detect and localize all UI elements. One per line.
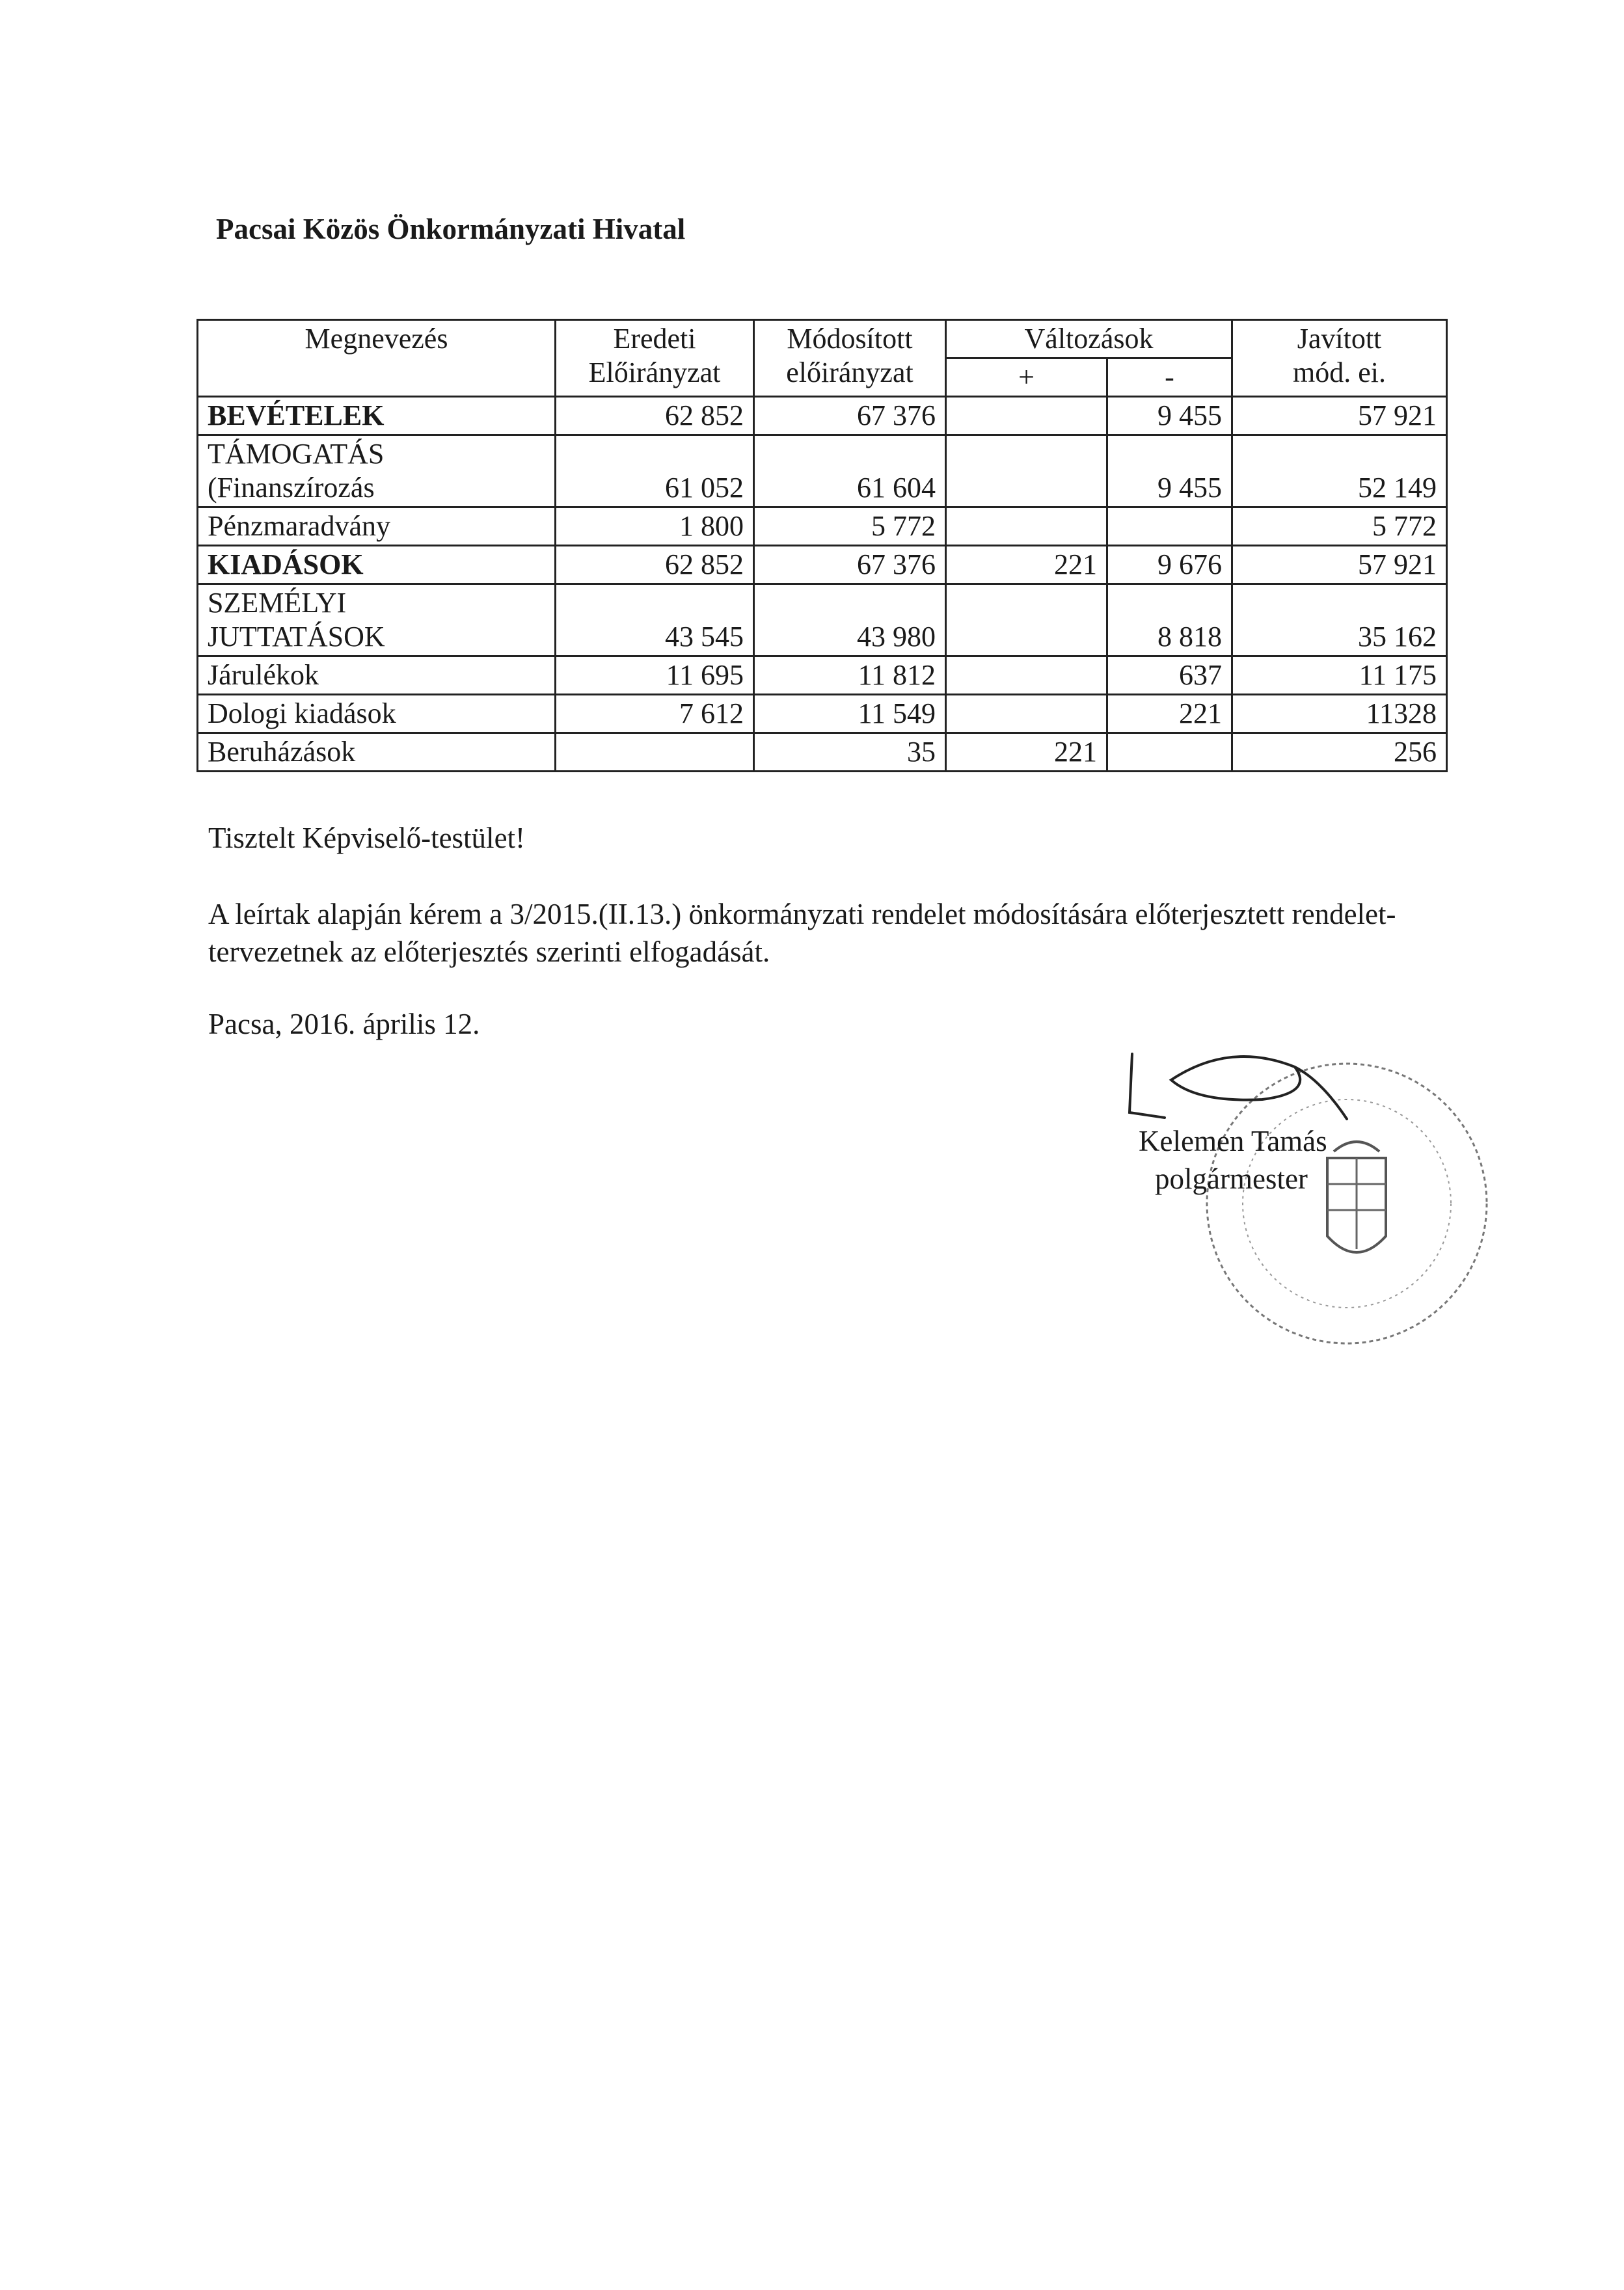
row-label: KIADÁSOK xyxy=(198,546,556,584)
letter-greeting: Tisztelt Képviselő-testület! xyxy=(208,822,526,854)
cell-corrected: 57 921 xyxy=(1232,397,1447,435)
cell-original: 11 695 xyxy=(556,656,754,695)
cell-corrected: 57 921 xyxy=(1232,546,1447,584)
cell-modified: 67 376 xyxy=(754,397,946,435)
header-plus: + xyxy=(946,358,1107,397)
cell-modified: 35 xyxy=(754,733,946,772)
table-row xyxy=(198,695,1447,733)
header-changes: Változások xyxy=(946,320,1232,358)
cell-plus xyxy=(946,507,1107,546)
cell-corrected: 11 175 xyxy=(1232,656,1447,695)
table-row xyxy=(198,507,1447,546)
cell-minus: 637 xyxy=(1107,656,1232,695)
place-date: Pacsa, 2016. április 12. xyxy=(208,1008,480,1040)
cell-plus xyxy=(946,435,1107,507)
cell-plus xyxy=(946,656,1107,695)
row-label: Dologi kiadások xyxy=(198,695,556,733)
cell-modified: 61 604 xyxy=(754,435,946,507)
table-row xyxy=(198,733,1447,772)
cell-minus: 9 676 xyxy=(1107,546,1232,584)
header-original: Eredeti Előirányzat xyxy=(556,320,754,397)
cell-original xyxy=(556,733,754,772)
cell-plus xyxy=(946,695,1107,733)
cell-plus: 221 xyxy=(946,546,1107,584)
budget-table xyxy=(196,319,1448,772)
table-header-row xyxy=(198,320,1447,358)
cell-original: 62 852 xyxy=(556,546,754,584)
cell-plus: 221 xyxy=(946,733,1107,772)
row-label: Beruházások xyxy=(198,733,556,772)
table-body xyxy=(198,397,1447,772)
cell-modified: 11 812 xyxy=(754,656,946,695)
header-minus: - xyxy=(1107,358,1232,397)
row-label: TÁMOGATÁS (Finanszírozás xyxy=(198,435,556,507)
letter-body: A leírtak alapján kérem a 3/2015.(II.13.) önkormányzati rendelet módosítására előterjesztett rendelet-tervezetnek az előterjesztés szerinti elfogadását. xyxy=(208,898,1396,968)
table-row xyxy=(198,435,1447,507)
table-row xyxy=(198,397,1447,435)
cell-corrected: 256 xyxy=(1232,733,1447,772)
row-label: SZEMÉLYI JUTTATÁSOK xyxy=(198,584,556,656)
handwritten-signature xyxy=(1100,1041,1386,1132)
cell-corrected: 52 149 xyxy=(1232,435,1447,507)
cell-minus: 221 xyxy=(1107,695,1232,733)
table-row xyxy=(198,584,1447,656)
header-name: Megnevezés xyxy=(198,320,556,397)
cell-modified: 5 772 xyxy=(754,507,946,546)
row-label: BEVÉTELEK xyxy=(198,397,556,435)
cell-modified: 11 549 xyxy=(754,695,946,733)
cell-corrected: 11328 xyxy=(1232,695,1447,733)
cell-corrected: 5 772 xyxy=(1232,507,1447,546)
cell-original: 7 612 xyxy=(556,695,754,733)
signature-block xyxy=(1100,1041,1529,1353)
cell-corrected: 35 162 xyxy=(1232,584,1447,656)
header-corrected: Javított mód. ei. xyxy=(1232,320,1447,397)
row-label: Pénzmaradvány xyxy=(198,507,556,546)
cell-minus: 9 455 xyxy=(1107,397,1232,435)
cell-plus xyxy=(946,397,1107,435)
cell-original: 62 852 xyxy=(556,397,754,435)
cell-minus: 9 455 xyxy=(1107,435,1232,507)
cell-minus: 8 818 xyxy=(1107,584,1232,656)
row-label: Járulékok xyxy=(198,656,556,695)
cell-modified: 43 980 xyxy=(754,584,946,656)
cell-minus xyxy=(1107,733,1232,772)
signer-name: Kelemen Tamás xyxy=(1139,1125,1327,1157)
cell-plus xyxy=(946,584,1107,656)
cell-original: 1 800 xyxy=(556,507,754,546)
cell-minus xyxy=(1107,507,1232,546)
table-row xyxy=(198,546,1447,584)
header-modified: Módosított előirányzat xyxy=(754,320,946,397)
table-row xyxy=(198,656,1447,695)
cell-original: 43 545 xyxy=(556,584,754,656)
signer-title: polgármester xyxy=(1155,1163,1308,1195)
organization-title: Pacsai Közös Önkormányzati Hivatal xyxy=(216,213,686,245)
cell-original: 61 052 xyxy=(556,435,754,507)
cell-modified: 67 376 xyxy=(754,546,946,584)
